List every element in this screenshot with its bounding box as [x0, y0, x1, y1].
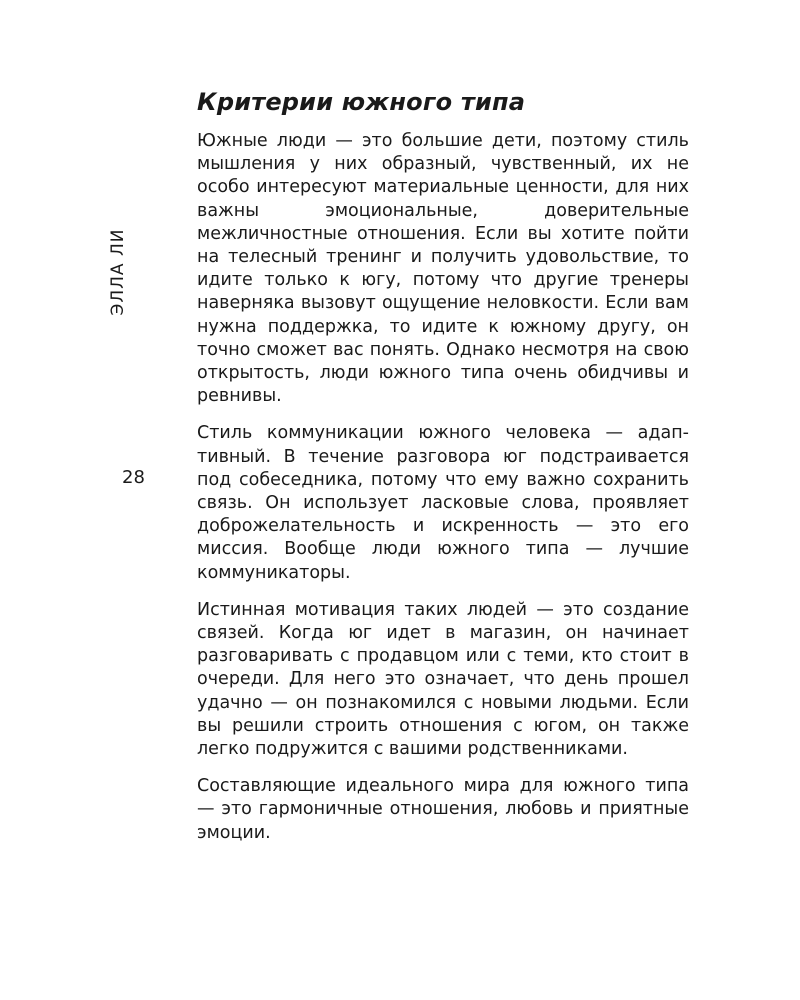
- page-number: 28: [122, 467, 145, 488]
- paragraph: Южные люди — это большие дети, поэтому стиль мышления у них образный, чувственный, их не особо интересуют материальные ценности, для них важны эмоциональные, доверительные межличностные отношения. Если вы хотите пойти на телесный тренинг и получить удовольствие, то идите только к югу, потому что другие тренеры наверняка вызовут ощущение неловкости. Если вам нужна поддержка, то идите к южному другу, он точно сможет вас понять. Однако несмотря на свою открытость, люди южного типа очень обидчивы и ревнивы.: [197, 131, 689, 407]
- paragraph: Составляющие идеального мира для южного типа — это гармоничные отношения, любовь и приятные эмоции.: [197, 776, 689, 843]
- paragraph: Стиль коммуникации южного человека — адаптивный. В течение разговора юг подстраивается под собеседника, потому что ему важно сохранить связь. Он использует ласковые слова, проявляет доброжелательность и искренность — это его миссия. Вообще люди южного типа — лучшие коммуникаторы.: [197, 423, 689, 583]
- running-head: ЭЛЛА ЛИ: [108, 228, 128, 316]
- page-body: [197, 86, 689, 859]
- paragraph: Истинная мотивация таких людей — это создание связей. Когда юг идет в магазин, он начинает разговаривать с продавцом или с теми, кто стоит в очереди. Для него это означает, что день прошел удачно — он познакомился с новыми людьми. Если вы решили строить отношения с югом, он также легко подружится с вашими родственниками.: [197, 599, 689, 760]
- section-heading: Критерии южного типа: [197, 88, 526, 116]
